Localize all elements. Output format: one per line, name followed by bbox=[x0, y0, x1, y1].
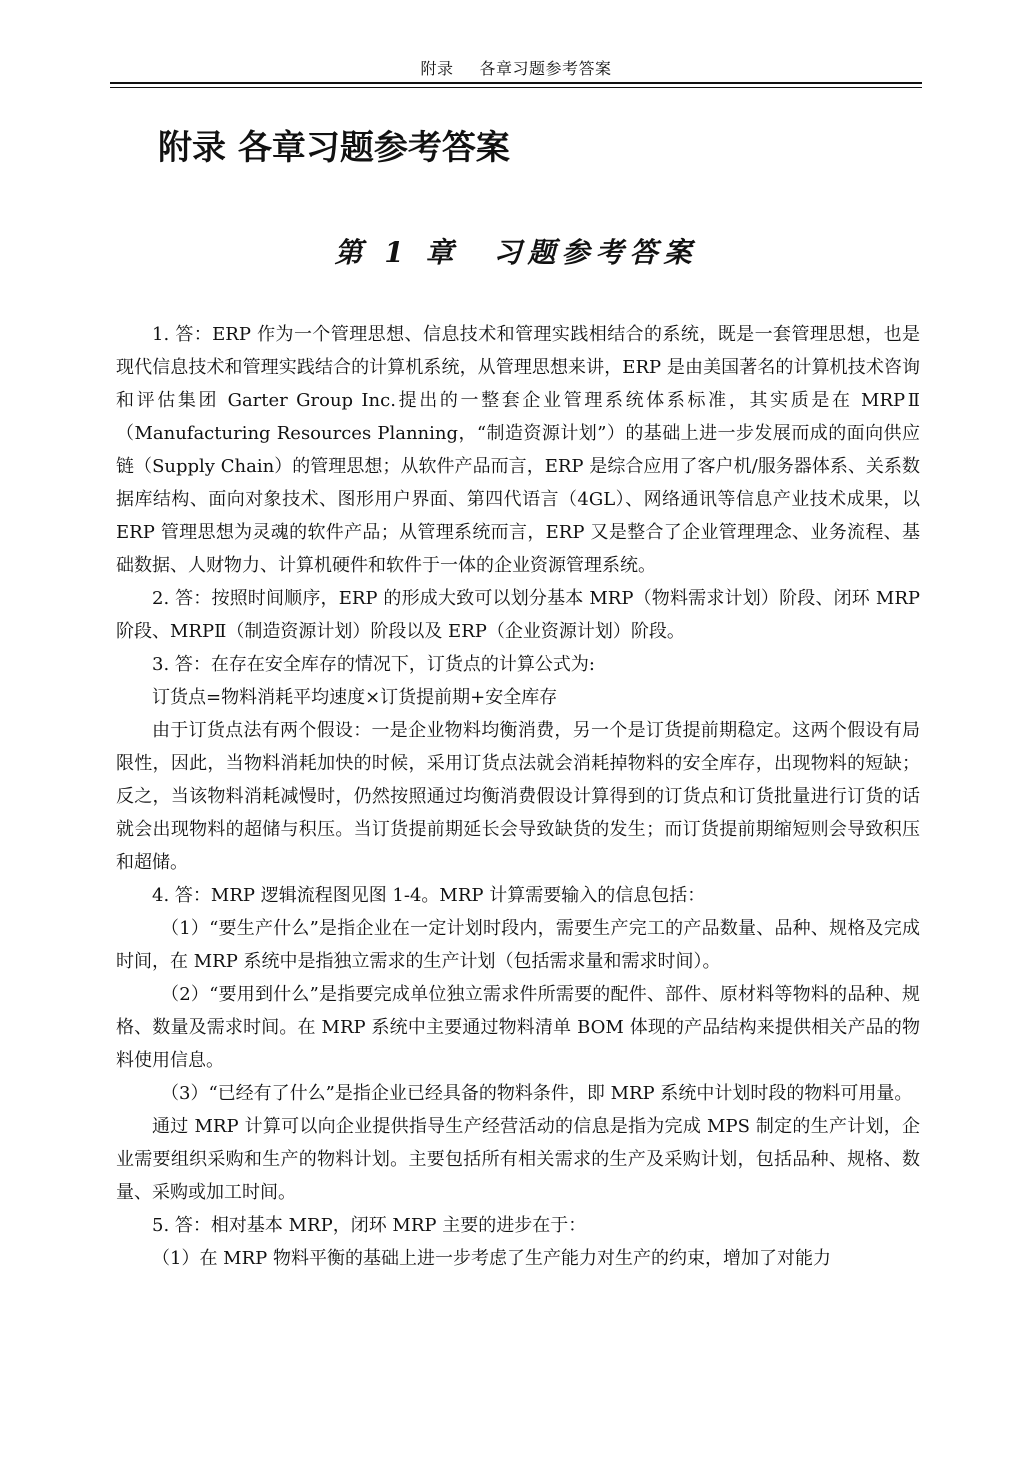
paragraph-answer-4: 4. 答：MRP 逻辑流程图见图 1-4。MRP 计算需要输入的信息包括： bbox=[152, 885, 706, 906]
paragraph-item-3: （3）“已经有了什么”是指企业已经具备的物料条件，即 MRP 系统中计划时段的物料可用量。 bbox=[161, 1083, 913, 1104]
header-rule-thick bbox=[110, 82, 922, 84]
paragraph-explanation: 由于订货点法有两个假设：一是企业物料均衡消费，另一个是订货提前期稳定。这两个假设有局限性，因此，当物料消耗加快的时候，采用订货点法就会消耗掉物料的安全库存，出现物料的短缺；反之，当该物料消耗减慢时，仍然按照通过均衡消费假设计算得到的订货点和订货批量进行订货的话就会出现物料的超储与积压。当订货提前期延长会导致缺货的发生；而订货提前期缩短则会导致积压和超储。 bbox=[116, 720, 920, 873]
paragraph-answer-1: 1. 答：ERP 作为一个管理思想、信息技术和管理实践相结合的系统，既是一套管理思想，也是现代信息技术和管理实践结合的计算机系统，从管理思想来讲，ERP 是由美国著名的计算机技术咨询和评估集团 Garter Group Inc.提出的一整套企业管理系统体系标准，其实质是在 MRPⅡ（Manufacturing Resources Planning，“制造资源计划”）的基础上进一步发展而成的面向供应链（Supply Chain）的管理思想；从软件产品而言，ERP 是综合应用了客户机/服务器体系、关系数据库结构、面向对象技术、图形用户界面、第四代语言（4GL）、网络通讯等信息产业技术成果，以 ERP 管理思想为灵魂的软件产品；从管理系统而言，ERP 又是整合了企业管理理念、业务流程、基础数据、人财物力、计算机硬件和软件于一体的企业资源管理系统。 bbox=[116, 324, 920, 576]
paragraph-item-1: （1）“要生产什么”是指企业在一定计划时段内，需要生产完工的产品数量、品种、规格及完成时间，在 MRP 系统中是指独立需求的生产计划（包括需求量和需求时间）。 bbox=[116, 918, 920, 972]
chapter-title: 第 1 章 习题参考答案 bbox=[334, 236, 698, 269]
body-text bbox=[116, 318, 920, 1275]
paragraph-item-2: （2）“要用到什么”是指要完成单位独立需求件所需要的配件、部件、原材料等物料的品种、规格、数量及需求时间。在 MRP 系统中主要通过物料清单 BOM 体现的产品结构来提供相关产品的物料使用信息。 bbox=[116, 984, 920, 1071]
paragraph-answer-5: 5. 答：相对基本 MRP，闭环 MRP 主要的进步在于： bbox=[152, 1215, 587, 1236]
paragraph-answer-3: 3. 答：在存在安全库存的情况下，订货点的计算公式为: bbox=[152, 654, 595, 675]
paragraph-formula: 订货点=物料消耗平均速度×订货提前期+安全库存 bbox=[152, 687, 558, 708]
running-header-right: 各章习题参考答案 bbox=[479, 59, 612, 78]
running-header bbox=[112, 58, 920, 80]
page-title: 附录 各章习题参考答案 bbox=[158, 128, 510, 168]
paragraph-mrp-output: 通过 MRP 计算可以向企业提供指导生产经营活动的信息是指为完成 MPS 制定的生产计划，企业需要组织采购和生产的物料计划。主要包括所有相关需求的生产及采购计划，包括品种、规格、数量、采购或加工时间。 bbox=[116, 1116, 920, 1203]
paragraph-answer-5-item-1: （1）在 MRP 物料平衡的基础上进一步考虑了生产能力对生产的约束，增加了对能力 bbox=[152, 1248, 831, 1269]
paragraph-answer-2: 2. 答：按照时间顺序，ERP 的形成大致可以划分基本 MRP（物料需求计划）阶段、闭环 MRP 阶段、MRPⅡ（制造资源计划）阶段以及 ERP（企业资源计划）阶段。 bbox=[116, 588, 920, 642]
running-header-left: 附录 bbox=[420, 59, 454, 78]
header-rule-thin bbox=[110, 87, 922, 88]
